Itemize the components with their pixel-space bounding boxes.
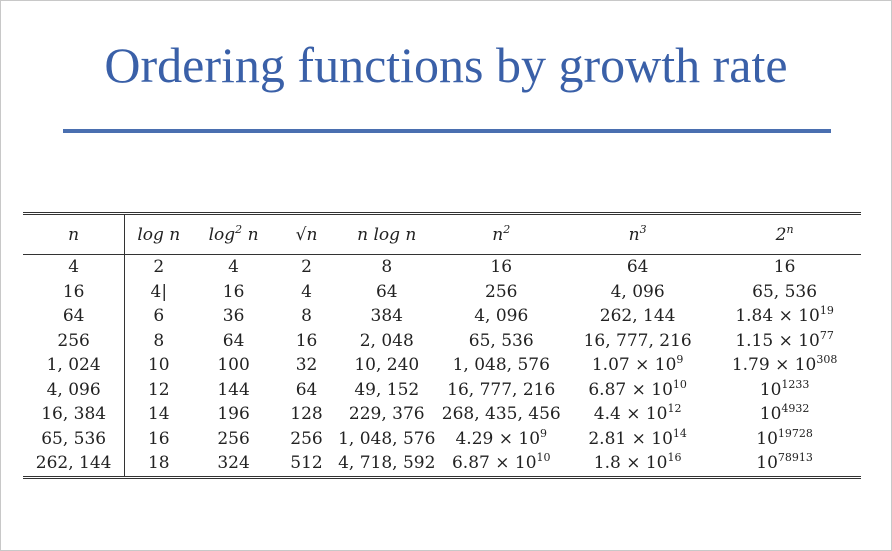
column-header-base: n xyxy=(68,224,80,245)
table-cell xyxy=(192,427,275,452)
table-row xyxy=(23,255,861,280)
cell-value: 16 xyxy=(62,281,85,302)
table-cell xyxy=(192,280,275,305)
cell-exponent: 9 xyxy=(676,353,684,367)
cell-value: 16 xyxy=(147,428,170,449)
table-cell xyxy=(23,427,125,452)
cell-value: 10 xyxy=(756,428,778,449)
table-cell xyxy=(435,353,567,378)
column-header-base: n log n xyxy=(357,224,417,245)
table-cell xyxy=(125,255,192,280)
cell-value: 262, 144 xyxy=(599,306,676,327)
cell-exponent: 10 xyxy=(536,451,551,465)
cell-value: 4, 096 xyxy=(610,281,665,302)
table-cell xyxy=(192,451,275,477)
cell-value: 49, 152 xyxy=(354,379,420,400)
table-cell xyxy=(125,280,192,305)
table-cell xyxy=(275,378,338,403)
table-header-row xyxy=(23,214,861,255)
table-cell xyxy=(708,451,861,477)
table-cell xyxy=(125,402,192,427)
cell-value: 4 xyxy=(228,257,239,278)
table-row xyxy=(23,304,861,329)
table-cell xyxy=(708,353,861,378)
table-cell xyxy=(23,353,125,378)
cell-exponent: 12 xyxy=(667,402,682,416)
table-cell xyxy=(338,353,435,378)
cell-value: 36 xyxy=(222,306,245,327)
table-cell xyxy=(567,427,708,452)
table-cell xyxy=(23,329,125,354)
column-header-0 xyxy=(23,214,125,255)
cell-value: 10 xyxy=(756,453,778,474)
cell-exponent: 78913 xyxy=(777,451,813,465)
table-cell xyxy=(567,255,708,280)
table-cell xyxy=(338,304,435,329)
cell-value: 4.4 × 10 xyxy=(593,404,668,425)
cell-value: 8 xyxy=(381,257,393,278)
cell-value: 4, 096 xyxy=(46,379,101,400)
table-cell xyxy=(192,353,275,378)
title-underline xyxy=(63,129,831,133)
cell-value: 16 xyxy=(490,257,513,278)
cell-exponent: 308 xyxy=(816,353,838,367)
cell-exponent: 16 xyxy=(667,451,682,465)
table-cell xyxy=(125,378,192,403)
cell-value: 256 xyxy=(290,428,323,449)
table-cell xyxy=(192,329,275,354)
table-cell xyxy=(435,427,567,452)
cell-exponent: 19728 xyxy=(777,426,813,440)
growth-rate-table xyxy=(23,212,861,479)
cell-exponent: 19 xyxy=(819,304,834,318)
table-cell xyxy=(23,451,125,477)
cell-value: 16, 777, 216 xyxy=(583,330,692,351)
column-header-base: n xyxy=(628,224,640,245)
cell-value: 1, 024 xyxy=(46,355,101,376)
table-cell xyxy=(275,451,338,477)
cell-value: 2 xyxy=(301,257,312,278)
table-cell xyxy=(338,329,435,354)
table-cell xyxy=(338,427,435,452)
cell-value: 4, 096 xyxy=(474,306,529,327)
table-cell xyxy=(567,280,708,305)
table-cell xyxy=(23,402,125,427)
table-cell xyxy=(338,402,435,427)
column-header-1 xyxy=(125,214,192,255)
table-cell xyxy=(435,304,567,329)
table-cell xyxy=(23,280,125,305)
column-header-2 xyxy=(192,214,275,255)
cell-value: 144 xyxy=(217,379,250,400)
cell-value: 65, 536 xyxy=(468,330,534,351)
table-cell xyxy=(435,255,567,280)
table-cell xyxy=(23,255,125,280)
table-cell xyxy=(708,255,861,280)
column-header-5 xyxy=(435,214,567,255)
table-cell xyxy=(125,329,192,354)
cell-value: 10 xyxy=(759,404,782,425)
table-cell xyxy=(567,353,708,378)
table-cell xyxy=(338,280,435,305)
column-header-base: 2 xyxy=(775,224,787,245)
column-header-7 xyxy=(708,214,861,255)
cell-value: 16 xyxy=(295,330,318,351)
table-cell xyxy=(125,304,192,329)
table-cell xyxy=(275,255,338,280)
column-header-suffix: n xyxy=(242,224,259,245)
cell-value: 512 xyxy=(290,453,323,474)
table-cell xyxy=(708,304,861,329)
cell-value: 6.87 × 10 xyxy=(451,453,537,474)
cell-value: 16 xyxy=(773,257,796,278)
table-cell xyxy=(708,280,861,305)
table-row xyxy=(23,329,861,354)
cell-value: 1, 048, 576 xyxy=(338,428,436,449)
cell-value: 4.29 × 10 xyxy=(455,428,541,449)
table-cell xyxy=(435,402,567,427)
table-cell xyxy=(23,378,125,403)
cell-value: 64 xyxy=(626,257,649,278)
table-cell xyxy=(567,304,708,329)
table-cell xyxy=(567,402,708,427)
table-cell xyxy=(275,427,338,452)
table-cell xyxy=(567,378,708,403)
table-row xyxy=(23,427,861,452)
cell-value: 4, 718, 592 xyxy=(338,453,436,474)
table-cell xyxy=(275,304,338,329)
table-cell xyxy=(708,427,861,452)
table-cell xyxy=(125,427,192,452)
cell-value: 1.07 × 10 xyxy=(591,355,677,376)
table-cell xyxy=(708,402,861,427)
column-header-base: log xyxy=(208,224,236,245)
table-cell xyxy=(275,329,338,354)
cell-value: 18 xyxy=(147,453,170,474)
table-cell xyxy=(435,378,567,403)
cell-value: 1.15 × 10 xyxy=(735,330,820,351)
column-header-exponent: 2 xyxy=(503,222,511,236)
cell-value: 65, 536 xyxy=(41,428,107,449)
cell-value: 1.79 × 10 xyxy=(731,355,817,376)
cell-value: 12 xyxy=(147,379,170,400)
table-row xyxy=(23,451,861,477)
cell-value: 16, 777, 216 xyxy=(447,379,556,400)
table-cell xyxy=(338,451,435,477)
cell-value: 10, 240 xyxy=(354,355,420,376)
column-header-base: log n xyxy=(137,224,181,245)
cell-value: 128 xyxy=(290,404,323,425)
table-row xyxy=(23,353,861,378)
table-row xyxy=(23,402,861,427)
cell-exponent: 4932 xyxy=(781,402,810,416)
table-body xyxy=(23,255,861,478)
cell-value: 64 xyxy=(375,281,398,302)
cell-value: 256 xyxy=(57,330,90,351)
table-cell xyxy=(192,304,275,329)
cell-value: 10 xyxy=(147,355,170,376)
table-cell xyxy=(192,378,275,403)
column-header-exponent: 3 xyxy=(639,222,647,236)
cell-value: 64 xyxy=(62,306,85,327)
cell-exponent: 14 xyxy=(672,426,687,440)
column-header-6 xyxy=(567,214,708,255)
table-row xyxy=(23,280,861,305)
cell-exponent: 1233 xyxy=(781,377,810,391)
table-cell xyxy=(708,329,861,354)
cell-value: 4 xyxy=(301,281,312,302)
slide-title: Ordering functions by growth rate xyxy=(104,37,788,93)
table-cell xyxy=(435,280,567,305)
cell-value: 2 xyxy=(153,257,165,278)
column-header-base: n xyxy=(492,224,504,245)
cell-value: 6 xyxy=(153,306,165,327)
column-header-exponent: 2 xyxy=(235,222,243,236)
cell-value: 256 xyxy=(217,428,250,449)
cell-value: 100 xyxy=(217,355,250,376)
cell-value: 16 xyxy=(222,281,245,302)
cell-value: 1.84 × 10 xyxy=(735,306,820,327)
cell-value: 4 xyxy=(68,257,80,278)
column-header-4 xyxy=(338,214,435,255)
cell-value: 8 xyxy=(153,330,165,351)
cell-value: 196 xyxy=(217,404,250,425)
column-header-3 xyxy=(275,214,338,255)
cell-value: 384 xyxy=(370,306,403,327)
cell-value: 10 xyxy=(759,379,782,400)
cell-value: 16, 384 xyxy=(41,404,107,425)
column-header-base: √n xyxy=(295,224,318,245)
cell-value: 64 xyxy=(222,330,245,351)
table-cell xyxy=(435,451,567,477)
cell-exponent: 77 xyxy=(819,328,834,342)
table-cell xyxy=(275,353,338,378)
table-cell xyxy=(435,329,567,354)
table-cell xyxy=(192,402,275,427)
table-cell xyxy=(125,353,192,378)
cell-value: 6.87 × 10 xyxy=(588,379,673,400)
cell-value: 14 xyxy=(147,404,170,425)
cell-value: 8 xyxy=(301,306,312,327)
cell-value: 324 xyxy=(217,453,250,474)
table-cell xyxy=(192,255,275,280)
cell-value: 2.81 × 10 xyxy=(588,428,673,449)
table-cell xyxy=(125,451,192,477)
table-row xyxy=(23,378,861,403)
growth-rate-table-container xyxy=(23,212,861,479)
cell-exponent: 9 xyxy=(540,426,548,440)
table-cell xyxy=(708,378,861,403)
cell-value: 1, 048, 576 xyxy=(452,355,550,376)
cell-value: 65, 536 xyxy=(752,281,818,302)
cell-value: 256 xyxy=(485,281,518,302)
cell-value: 2, 048 xyxy=(359,330,414,351)
table-cell xyxy=(275,402,338,427)
table-cell xyxy=(338,255,435,280)
table-cell xyxy=(567,329,708,354)
cell-exponent: 10 xyxy=(672,377,687,391)
cell-value: 229, 376 xyxy=(348,404,425,425)
table-cell xyxy=(275,280,338,305)
column-header-exponent: n xyxy=(786,222,794,236)
cell-value: 4| xyxy=(150,281,168,302)
cell-value: 1.8 × 10 xyxy=(593,453,668,474)
table-cell xyxy=(23,304,125,329)
table-cell xyxy=(567,451,708,477)
cell-value: 262, 144 xyxy=(35,453,112,474)
cell-value: 268, 435, 456 xyxy=(441,404,561,425)
table-cell xyxy=(338,378,435,403)
cell-value: 64 xyxy=(295,379,318,400)
cell-value: 32 xyxy=(295,355,318,376)
